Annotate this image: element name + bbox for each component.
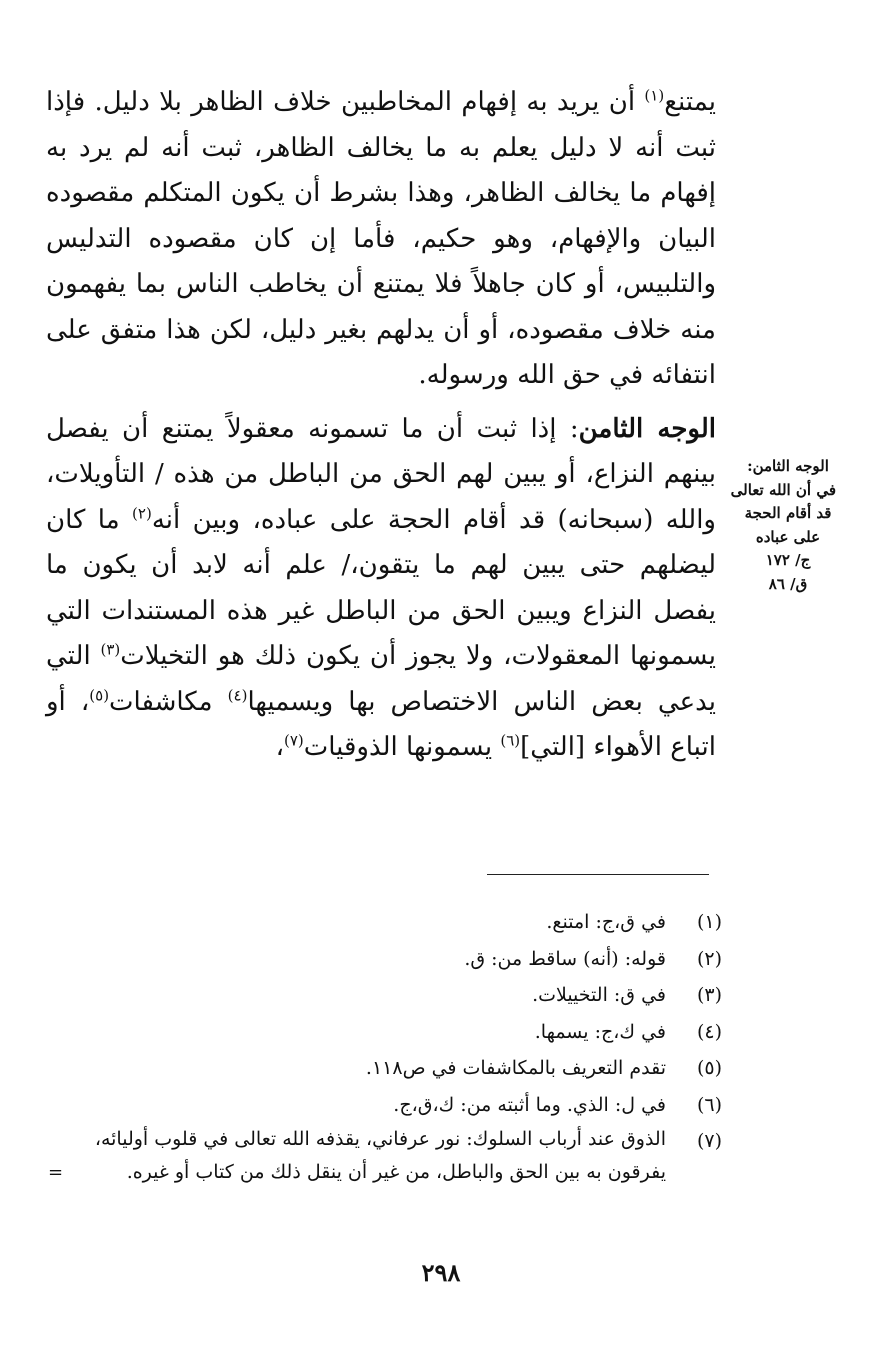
footnote-continuation-line — [46, 1156, 666, 1189]
footnotes — [46, 904, 722, 1189]
footnote-number: (١) — [696, 911, 722, 933]
footnote-number: (٧) — [696, 1130, 722, 1152]
footnote — [46, 1087, 722, 1124]
footnote-continuation: يفرقون به بين الحق والباطل، من غير أن ينقل ذلك من كتاب أو غيره. — [126, 1161, 666, 1183]
main-text — [46, 80, 716, 771]
footnote-text: تقدم التعريف بالمكاشفات في ص١١٨. — [365, 1057, 666, 1079]
footnote-text: في ق،ج: امتنع. — [546, 911, 666, 933]
footnote-number: (٥) — [696, 1057, 722, 1079]
section-heading: الوجه الثامن — [578, 413, 716, 444]
footnote-ref-4: (٤) — [227, 685, 248, 704]
margin-note-line: الوجه الثامن: — [747, 457, 829, 475]
footnote-number: (٢) — [696, 947, 722, 970]
footnote-ref-5: (٥) — [89, 685, 110, 704]
margin-note-line: ق/ ٨٦ — [768, 574, 808, 593]
footnote — [46, 941, 722, 978]
footnote-text: في ك،ج: يسمها. — [534, 1020, 666, 1043]
footnote-ref-6: (٦) — [500, 731, 521, 750]
footnote-text: قوله: (أنه) ساقط من: ق. — [464, 947, 666, 970]
margin-note-line: في أن الله تعالى — [730, 480, 836, 499]
footnote-ref-1: (١) — [644, 86, 665, 105]
margin-note-line: ج/ ١٧٢ — [765, 551, 811, 569]
paragraph-2: الوجه الثامن: إذا ثبت أن ما تسمونه معقولاً يمتنع أن يفصل بينهم النزاع، أو يبين لهم الحق من الباطل من هذه / التأويلات، والله (سبحانه) قد أقام الحجة على عباده، وبين أنه$^{(٢)}$ ما كان ليضلهم حتى يبين لهم ما يتقون،/ علم أنه لابد أن يكون ما يفصل النزاع ويبين الحق من الباطل غير هذه المستندات التي يسمونها المعقولات، ولا يجوز أن يكون ذلك هو التخيلات$^{(٣)}$ التي يدعي بعض الناس الاختصاص بها ويسميها$^{(٤)}$ مكاشفات$^{(٥)}$، أو اتباع الأهواء [التي]$^{(٦)}$ يسمونها الذوقيات$^{(٧)}$، — [46, 413, 716, 762]
paragraph-1: يمتنع$^{(١)}$ أن يريد به إفهام المخاطبين خلاف الظاهر بلا دليل. فإذا ثبت أنه لا دليل يعلم به ما يخالف الظاهر، ثبت أنه لم يرد به إفهام ما يخالف الظاهر، وهذا بشرط أن يكون المتكلم مقصوده البيان والإفهام، وهو حكيم، فأما إن كان مقصوده التدليس والتلبيس، أو كان جاهلاً فلا يمتنع أن يخاطب الناس بما يفهمون منه خلاف مقصوده، أو أن يدلهم بغير دليل، لكن هذا متفق على انتفائه في حق الله ورسوله. — [46, 86, 716, 390]
footnote-number: (٦) — [696, 1093, 722, 1116]
footnote-text: في ق: التخييلات. — [532, 984, 666, 1006]
margin-note — [730, 455, 836, 596]
footnote-number: (٣) — [696, 984, 722, 1006]
footnote — [46, 904, 722, 941]
footnote-ref-3: (٣) — [100, 640, 121, 659]
footnote-separator — [487, 874, 709, 875]
footnote — [46, 1123, 722, 1189]
page-number: ٢٩٨ — [421, 1258, 461, 1287]
footnote-text: في ل: الذي. وما أثبته من: ك،ق،ج. — [393, 1093, 666, 1116]
footnote-ref-7: (٧) — [283, 731, 304, 750]
footnote-text: الذوق عند أرباب السلوك: نور عرفاني، يقذفه الله تعالى في قلوب أوليائه، — [94, 1128, 666, 1150]
margin-note-line: قد أقام الحجة — [744, 504, 832, 522]
footnote-ref-2: (٢) — [132, 503, 152, 522]
continuation-mark: = — [48, 1162, 64, 1183]
margin-note-line: على عباده — [755, 527, 821, 546]
footnote — [46, 1014, 722, 1051]
footnote-number: (٤) — [696, 1020, 722, 1043]
footnote — [46, 1050, 722, 1087]
footnote-body — [46, 1123, 666, 1189]
footnote — [46, 977, 722, 1014]
